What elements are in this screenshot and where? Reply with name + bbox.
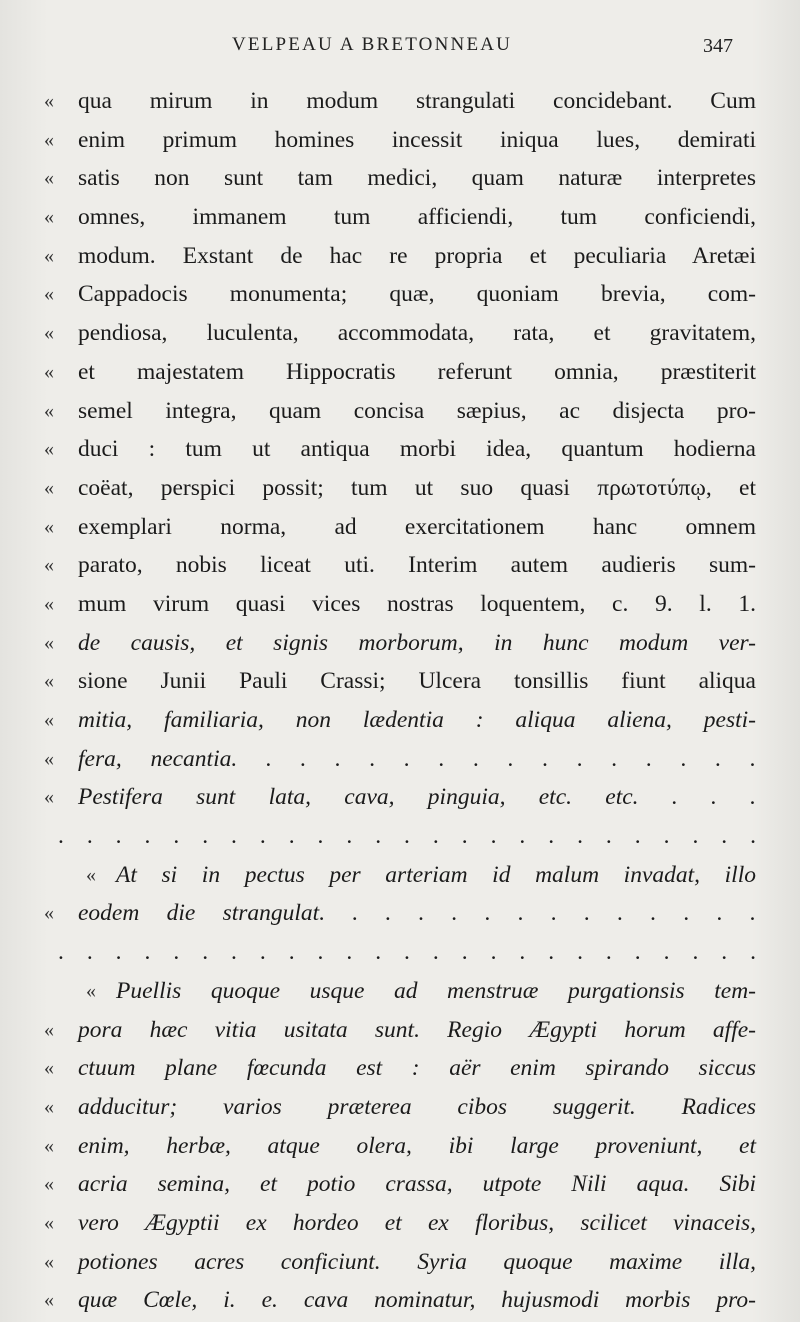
quote-mark: « [44,1095,54,1118]
line-text: . . . . . . . . . . . . . . . . . . . . . . . . . [58,939,756,966]
line-text: satis non sunt tam medici, quam naturæ interpretes [78,165,756,192]
line-text: mitia, familiaria, non lædentia : aliqua aliena, pesti- [78,707,756,733]
quote-mark: « [44,902,54,925]
body-text [44,82,756,1320]
line-text: adducitur; varios præterea cibos suggerit. Radices [78,1093,756,1120]
text-line [44,1165,756,1204]
page-header [0,34,800,64]
line-text: omnes, immanem tum afficiendi, tum conficiendi, [78,204,756,231]
line-text: parato, nobis liceat uti. Interim autem audieris sum- [78,552,756,579]
line-text: de causis, et signis morborum, in hunc modum ver- [78,629,756,656]
text-line [44,585,756,624]
quote-mark: « [44,283,54,306]
line-text: Cappadocis monumenta; quæ, quoniam brevia, com- [78,281,756,308]
line-text: coëat, perspici possit; tum ut suo quasi πρωτοτύπῳ, et [78,474,756,501]
quote-mark: « [86,979,96,1002]
text-line [44,1088,756,1127]
line-text: acria semina, et potio crassa, utpote Nili aqua. Sibi [78,1171,756,1198]
running-head: VELPEAU A BRETONNEAU [232,34,513,55]
text-line [44,624,756,663]
text-line [44,1127,756,1166]
text-line [44,275,756,314]
text-line [44,1011,756,1050]
line-text: semel integra, quam concisa sæpius, ac disjecta pro- [78,397,756,424]
line-text: pendiosa, luculenta, accommodata, rata, et gravitatem, [78,320,756,347]
text-line [44,82,756,121]
quote-mark: « [44,631,54,654]
quote-mark: « [86,863,96,886]
quote-mark: « [44,1173,54,1196]
quote-mark: « [44,167,54,190]
text-line [44,430,756,469]
line-text: enim, herbæ, atque olera, ibi large proveniunt, et [78,1132,756,1159]
text-line [44,198,756,237]
line-text: pora hæc vitia usitata sunt. Regio Ægypti horum affe- [78,1016,756,1043]
text-line [44,662,756,701]
quote-mark: « [44,360,54,383]
line-text: vero Ægyptii ex hordeo et ex floribus, scilicet vinaceis, [78,1209,756,1236]
text-line [44,469,756,508]
quote-mark: « [44,1134,54,1157]
quote-mark: « [44,244,54,267]
quote-mark: « [44,786,54,809]
quote-mark: « [44,128,54,151]
quote-mark: « [44,1211,54,1234]
text-line [44,817,756,856]
quote-mark: « [44,554,54,577]
text-line [44,392,756,431]
text-line [44,778,756,817]
quote-mark: « [44,1057,54,1080]
text-line [44,546,756,585]
quote-mark: « [44,1250,54,1273]
line-text: potiones acres conficiunt. Syria quoque maxime illa, [78,1248,756,1275]
line-text: quæ Cœle, i. e. cava nominatur, hujusmodi morbis pro- [78,1287,756,1314]
line-text: mum virum quasi vices nostras loquentem, c. 9. l. 1. [78,590,756,617]
line-text: eodem die strangulat. . . . . . . . . . . . . . [78,900,756,927]
quote-mark: « [44,747,54,770]
text-line [44,121,756,160]
quote-mark: « [44,709,54,731]
line-text: . . . . . . . . . . . . . . . . . . . . . . . . . [58,823,756,850]
text-line [44,353,756,392]
quote-mark: « [44,515,54,538]
quote-mark: « [44,1018,54,1041]
line-text: Pestifera sunt lata, cava, pinguia, etc. etc. . . . [78,784,756,811]
text-line [44,1243,756,1282]
line-text: enim primum homines incessit iniqua lues, demirati [78,126,756,153]
quote-mark: « [44,206,54,229]
quote-mark: « [44,1289,54,1312]
text-line [44,159,756,198]
quote-mark: « [44,670,54,693]
text-line [44,508,756,547]
line-text: exemplari norma, ad exercitationem hanc omnem [78,513,756,540]
line-text: et majestatem Hippocratis referunt omnia, præstiterit [78,358,756,385]
text-line [44,972,756,1011]
text-line [44,237,756,276]
text-line [44,1049,756,1088]
quote-mark: « [44,592,54,615]
quote-mark: « [44,476,54,499]
text-line [44,1281,756,1320]
text-line [44,933,756,972]
line-text: modum. Exstant de hac re propria et peculiaria Aretæi [78,242,756,269]
text-line [44,856,756,895]
text-line [44,1204,756,1243]
text-line [44,701,756,740]
line-text: ctuum plane fœcunda est : aër enim spirando siccus [78,1055,756,1082]
line-text: qua mirum in modum strangulati concidebant. Cum [78,88,756,114]
line-text: fera, necantia. . . . . . . . . . . . . . . . [78,745,756,772]
text-line [44,314,756,353]
quote-mark: « [44,438,54,461]
line-text: Puellis quoque usque ad menstruæ purgationsis tem- [116,977,756,1004]
line-text: sione Junii Pauli Crassi; Ulcera tonsillis fiunt aliqua [78,668,756,695]
text-line [44,740,756,779]
text-line [44,894,756,933]
line-text: At si in pectus per arteriam id malum invadat, illo [116,861,756,888]
line-text: duci : tum ut antiqua morbi idea, quantum hodierna [78,436,756,463]
page-number: 347 [703,35,733,57]
quote-mark: « [44,90,54,112]
quote-mark: « [44,322,54,345]
quote-mark: « [44,399,54,422]
